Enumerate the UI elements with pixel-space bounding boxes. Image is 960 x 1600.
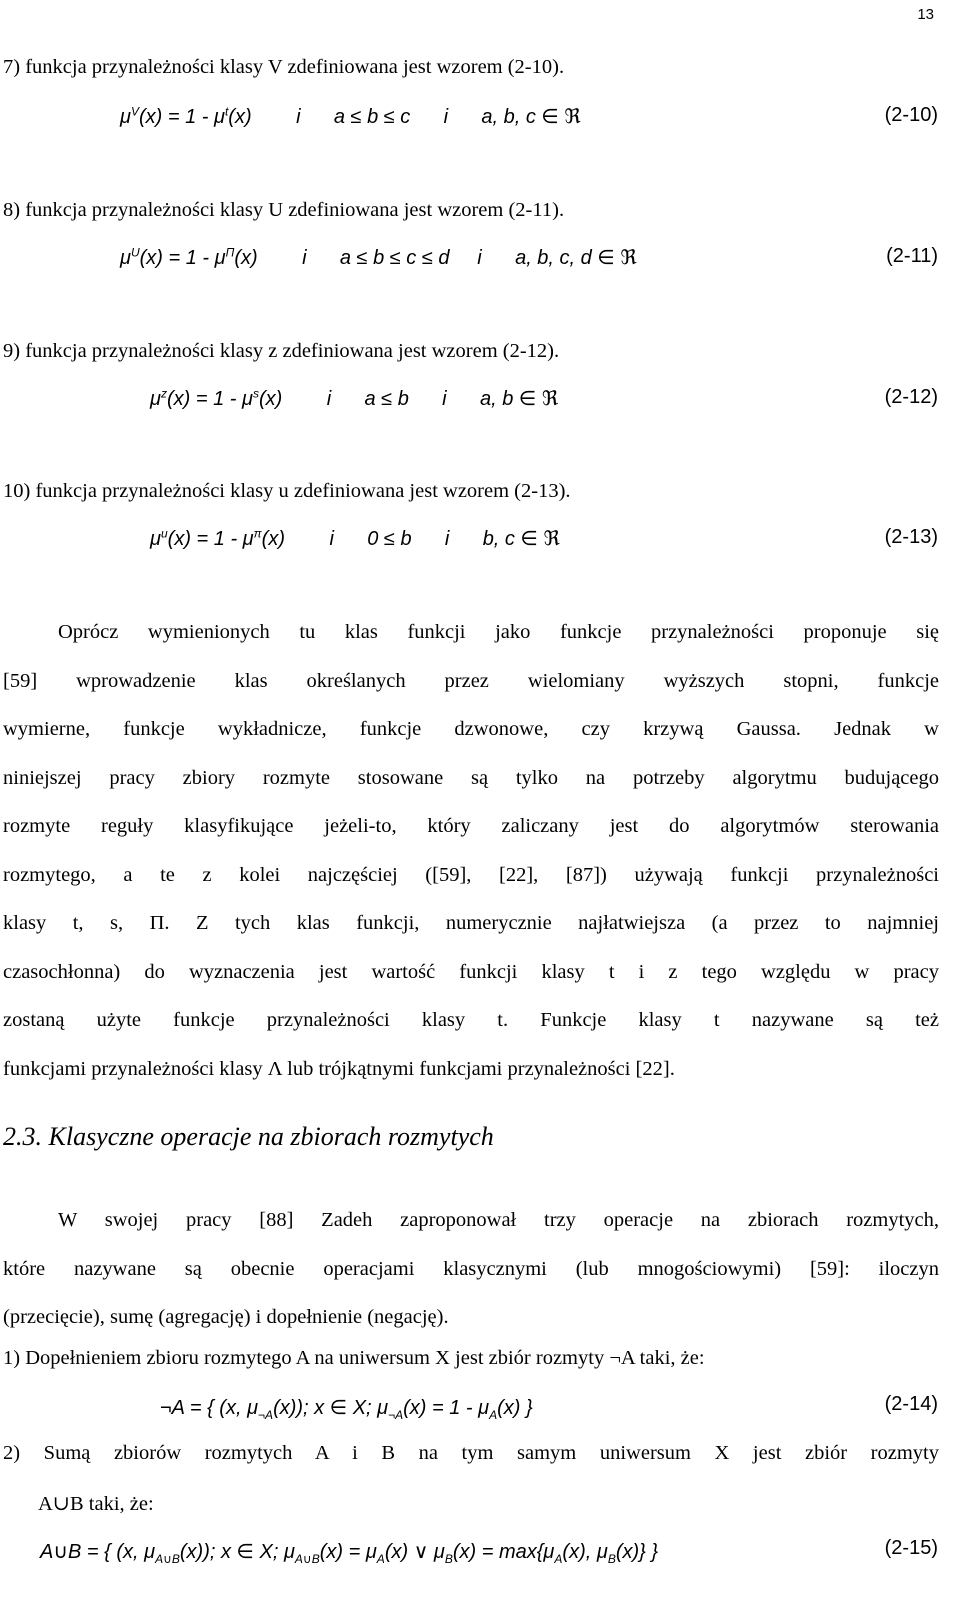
paragraph-2 [3,1196,939,1342]
paragraph-2-line-3: (przecięcie), sumę (agregację) i dopełnienie (negację). [3,1306,449,1328]
item-9-text: 9) funkcja przynależności klasy z zdefiniowana jest wzorem (2-12). [3,340,560,362]
section-heading: 2.3. Klasyczne operacje na zbiorach rozmytych [3,1122,494,1151]
paragraph-1-line-6: rozmytego, a te z kolei najczęściej ([59], [22], [87]) używają funkcji przynależności [3,863,939,886]
formula-2-14: ¬A = { (x, $\mu_{\neg A}(x)$); x ∈ X; $\mu_{\neg A}(x) = 1 - \mu_A(x)$ } [160,1397,533,1422]
eq-number-2-10: (2-10) [884,104,938,126]
paragraph-1-line-10: funkcjami przynależności klasy Λ lub trójkątnymi funkcjami przynależności [22]. [3,1057,675,1080]
item-7-text: 7) funkcja przynależności klasy V zdefiniowana jest wzorem (2-10). [3,56,565,78]
eq-number-2-14: (2-14) [884,1393,938,1415]
paragraph-1-line-1: Oprócz wymienionych tu klas funkcji jako funkcje przynależności proponuje się [58,621,939,643]
paragraph-1-line-3: wymierne, funkcje wykładnicze, funkcje dzwonowe, czy krzywą Gaussa. Jednak w [3,718,939,740]
paragraph-2-line-1: W swojej pracy [88] Zadeh zaproponował trzy operacje na zbiorach rozmytych, [58,1209,939,1231]
eq-number-2-15: (2-15) [884,1537,938,1559]
formula-2-11: $\mu^U(x) = 1 - \mu^\Pi(x)$ i a ≤ b ≤ c ≤ d i a, b, c, d ∈ ℜ [120,245,637,269]
page-number: 13 [917,6,934,23]
item-10-text: 10) funkcja przynależności klasy u zdefiniowana jest wzorem (2-13). [3,480,571,502]
paragraph-1-line-4: niniejszej pracy zbiory rozmyte stosowane są tylko na potrzeby algorytmu budującego [3,766,939,789]
list-item-2-line-1: 2) Sumą zbiorów rozmytych A i B na tym samym uniwersum X jest zbiór rozmyty [3,1442,939,1464]
eq-number-2-13: (2-13) [884,526,938,548]
eq-number-2-12: (2-12) [884,386,938,408]
mu-symbol: μ [120,106,131,128]
formula-2-15: A∪B = { (x, $\mu_{A\cup B}(x)$); x ∈ X; $\mu_{A\cup B}(x) = \mu_A(x)$ ∨ $\mu_B(x) = \max\{\mu_A(x)$, $\mu_B(x)$} } [40,1541,659,1566]
paragraph-1-line-2: [59] wprowadzenie klas określanych przez wielomiany wyższych stopni, funkcje [3,669,939,692]
list-item-1-text: 1) Dopełnieniem zbioru rozmytego A na uniwersum X jest zbiór rozmyty ¬A taki, że: [3,1347,705,1369]
formula-2-12: $\mu^z(x) = 1 - \mu^s(x)$ i a ≤ b i a, b ∈ ℜ [150,386,559,410]
list-item-2-line-2: A∪B taki, że: [38,1493,154,1515]
paragraph-1-line-8: czasochłonna) do wyznaczenia jest wartość funkcji klasy t i z tego względu w pracy [3,960,939,983]
paragraph-1-line-5: rozmyte reguły klasyfikujące jeżeli-to, który zaliczany jest do algorytmów sterowania [3,815,939,837]
paragraph-2-line-2: które nazywane są obecnie operacjami klasycznymi (lub mnogościowymi) [59]: iloczyn [3,1257,939,1280]
paragraph-1-line-7: klasy t, s, Π. Z tych klas funkcji, numerycznie najłatwiejsza (a przez to najmniej [3,912,939,934]
eq-number-2-11: (2-11) [886,245,938,267]
paragraph-1 [3,608,939,1093]
item-8-text: 8) funkcja przynależności klasy U zdefiniowana jest wzorem (2-11). [3,199,565,221]
formula-2-10: $\mu^V(x) = 1 - \mu^t(x)$ i a ≤ b ≤ c i a, b, c ∈ ℜ [120,104,581,128]
formula-2-13: $\mu^u(x) = 1 - \mu^\pi(x)$ i 0 ≤ b i b, c ∈ ℜ [150,526,560,550]
paragraph-1-line-9: zostaną użyte funkcje przynależności klasy t. Funkcje klasy t nazywane są też [3,1009,939,1031]
